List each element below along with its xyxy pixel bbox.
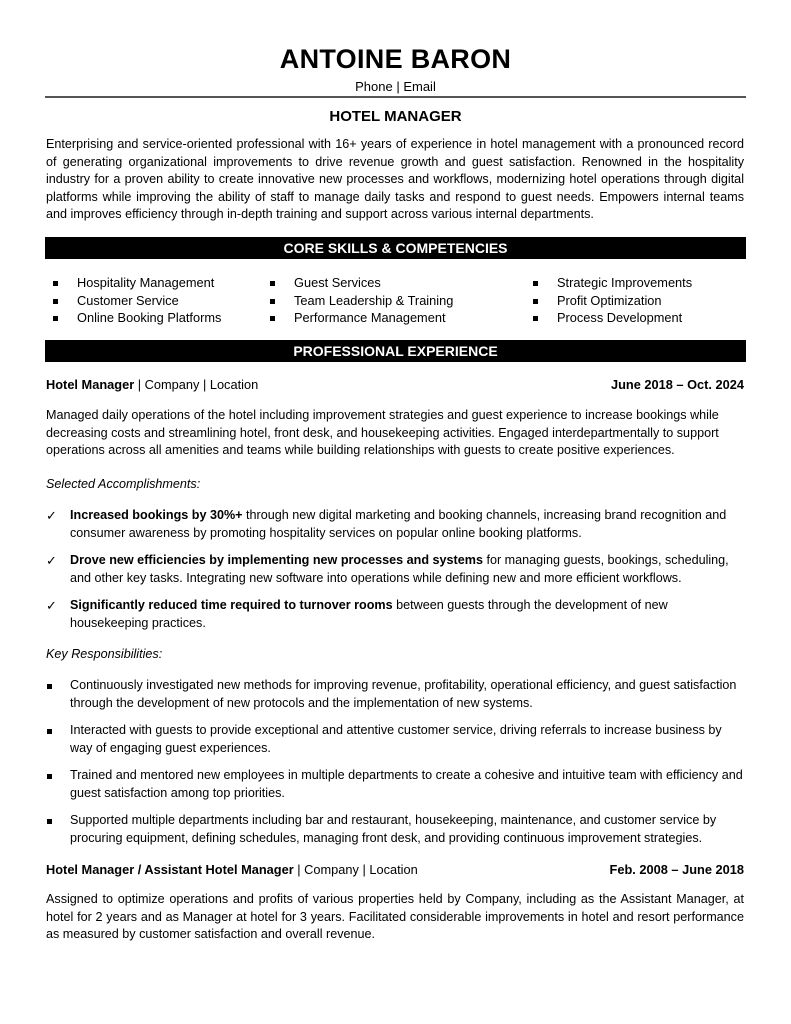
job-description: Assigned to optimize operations and profits of various properties held by Company, including as the Assistant Manager, at hotel for 2 years and as Manager at hotel for 3 years. Facilitated considerable improvements in hotel and resort performance as measured by customer satisfaction and overall revenue. xyxy=(46,892,744,941)
square-bullet-icon xyxy=(47,684,52,689)
checkmark-icon: ✓ xyxy=(46,598,57,613)
skills-column xyxy=(533,274,733,327)
skill-item: Guest Services xyxy=(270,274,533,292)
job-company-location: | Company | Location xyxy=(293,862,418,877)
accomplishment-text: Drove new efficiencies by implementing new processes and systems for managing guests, bookings, scheduling, and other key tasks. Integrating new software into operations while defining new and more efficient workflows. xyxy=(70,553,729,585)
experience-heading: PROFESSIONAL EXPERIENCE xyxy=(45,340,746,362)
skills-grid xyxy=(53,274,743,327)
responsibility-text: Trained and mentored new employees in multiple departments to create a cohesive and intuitive team with efficiency and guest satisfaction among top priorities. xyxy=(70,768,743,800)
skill-item: Performance Management xyxy=(270,309,533,327)
square-bullet-icon xyxy=(47,729,52,734)
responsibility-text: Continuously investigated new methods for improving revenue, profitability, operational efficiency, and guest satisfaction through the development of new protocols and the implementation of new systems. xyxy=(70,678,737,710)
header-divider xyxy=(45,96,746,98)
skill-item: Profit Optimization xyxy=(533,292,733,310)
responsibility-item xyxy=(46,722,744,757)
checkmark-icon: ✓ xyxy=(46,553,57,568)
skills-heading: CORE SKILLS & COMPETENCIES xyxy=(45,237,746,259)
job-title: HOTEL MANAGER xyxy=(329,108,462,125)
skill-item: Customer Service xyxy=(53,292,270,310)
accomplishment-text: Increased bookings by 30%+ through new digital marketing and booking channels, increasing brand recognition and consumer awareness by promoting hospitality services on popular online booking platforms. xyxy=(70,508,727,540)
accomplishments-label: Selected Accomplishments: xyxy=(46,477,201,491)
skill-item: Online Booking Platforms xyxy=(53,309,270,327)
square-bullet-icon xyxy=(47,819,52,824)
skills-column xyxy=(270,274,533,327)
job-heading xyxy=(46,862,744,877)
responsibility-item xyxy=(46,812,744,847)
job-company-location: | Company | Location xyxy=(134,377,259,392)
responsibility-text: Supported multiple departments including bar and restaurant, housekeeping, maintenance, and customer service by procuring equipment, defining schedules, managing front desk, and providing continuous improvement strategies. xyxy=(70,813,717,845)
job-heading xyxy=(46,377,744,392)
job-dates: Feb. 2008 – June 2018 xyxy=(609,862,744,877)
accomplishment-text: Significantly reduced time required to turnover rooms between guests through the development of new housekeeping practices. xyxy=(70,598,668,630)
skill-item: Hospitality Management xyxy=(53,274,270,292)
responsibility-item xyxy=(46,677,744,712)
candidate-name: ANTOINE BARON xyxy=(279,44,512,74)
job-role: Hotel Manager xyxy=(46,377,135,392)
skills-column xyxy=(53,274,270,327)
skill-item: Strategic Improvements xyxy=(533,274,733,292)
skill-item: Process Development xyxy=(533,309,733,327)
square-bullet-icon xyxy=(47,774,52,779)
responsibilities-label: Key Responsibilities: xyxy=(46,647,163,661)
accomplishment-item xyxy=(46,552,744,587)
job-description: Managed daily operations of the hotel including improvement strategies and guest experience to increase bookings while decreasing costs and streamlining hotel, front desk, and housekeeping activities. Engaged interdepartmentally to support operations across all amenities and teams while building relationships with guests to create positive experiences. xyxy=(46,408,719,457)
job-role: Hotel Manager / Assistant Hotel Manager xyxy=(46,862,294,877)
skill-item: Team Leadership & Training xyxy=(270,292,533,310)
accomplishment-item xyxy=(46,597,744,632)
professional-summary: Enterprising and service-oriented professional with 16+ years of experience in hotel management with a pronounced record of generating organizational improvements to drive revenue growth and guest satisfaction. Renowned in the hospitality industry for a proven ability to create innovative new processes and workflows, modernizing hotel operations through digital platforms while improving the ability of staff to manage daily tasks and respond to guest needs. Empowers internal teams and improves efficiency through in-depth training and support across various internal departments. xyxy=(46,137,744,221)
checkmark-icon: ✓ xyxy=(46,508,57,523)
contact-line: Phone | Email xyxy=(355,79,436,94)
accomplishment-item xyxy=(46,507,744,542)
responsibility-item xyxy=(46,767,744,802)
job-dates: June 2018 – Oct. 2024 xyxy=(610,377,744,392)
responsibility-text: Interacted with guests to provide exceptional and attentive customer service, driving referrals to increase business by way of engaging guest experiences. xyxy=(70,723,722,755)
